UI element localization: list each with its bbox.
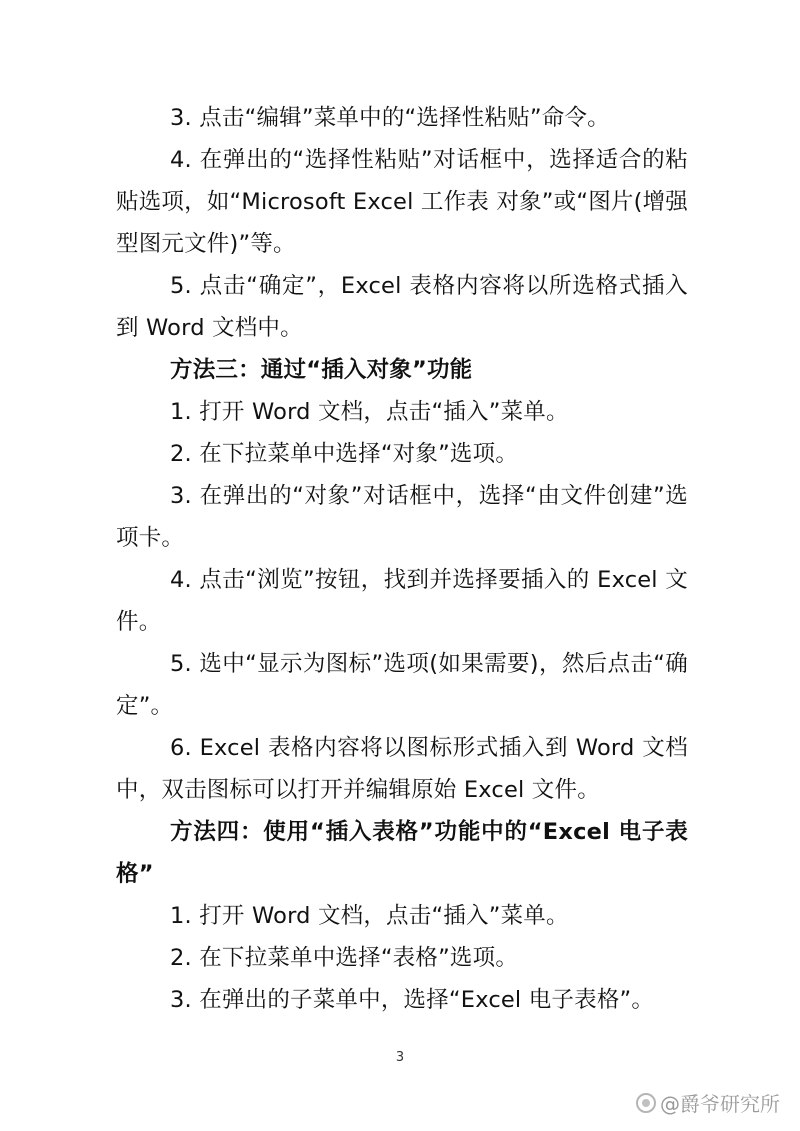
- paragraph-m3-step-2: 2. 在下拉菜单中选择“对象”选项。: [170, 441, 519, 467]
- paragraph-m4-step-3: 3. 在弹出的子菜单中，选择“Excel 电子表格”。: [170, 987, 655, 1013]
- paragraph-m3-step-1: 1. 打开 Word 文档，点击“插入”菜单。: [170, 399, 569, 425]
- page-number: 3: [395, 1050, 405, 1065]
- section-heading-method-4: 方法四：使用“插入表格”功能中的“Excel 电子表格”: [116, 819, 688, 887]
- watermark: [636, 1088, 780, 1117]
- section-heading-method-3: 方法三：通过“插入对象”功能: [170, 357, 473, 383]
- watermark-text: @爵爷研究所: [660, 1092, 780, 1116]
- paragraph-m3-step-3: 3. 在弹出的“对象”对话框中，选择“由文件创建”选项卡。: [116, 483, 688, 551]
- paragraph-step-4-paste-dialog: 4. 在弹出的“选择性粘贴”对话框中，选择适合的粘贴选项，如“Microsoft Excel 工作表 对象”或“图片(增强型图元文件)”等。: [116, 147, 688, 257]
- paragraph-step-5-confirm: 5. 点击“确定”，Excel 表格内容将以所选格式插入到 Word 文档中。: [116, 273, 688, 341]
- paragraph-m3-step-5: 5. 选中“显示为图标”选项(如果需要)，然后点击“确定”。: [116, 651, 688, 719]
- paragraph-step-3-paste-special: 3. 点击“编辑”菜单中的“选择性粘贴”命令。: [170, 105, 610, 131]
- paragraph-m4-step-2: 2. 在下拉菜单中选择“表格”选项。: [170, 945, 519, 971]
- circle-logo-icon: [636, 1093, 656, 1113]
- paragraph-m3-step-6: 6. Excel 表格内容将以图标形式插入到 Word 文档中，双击图标可以打开并编辑原始 Excel 文件。: [116, 735, 688, 803]
- paragraph-m3-step-4: 4. 点击“浏览”按钮，找到并选择要插入的 Excel 文件。: [116, 567, 688, 635]
- paragraph-m4-step-1: 1. 打开 Word 文档，点击“插入”菜单。: [170, 903, 569, 929]
